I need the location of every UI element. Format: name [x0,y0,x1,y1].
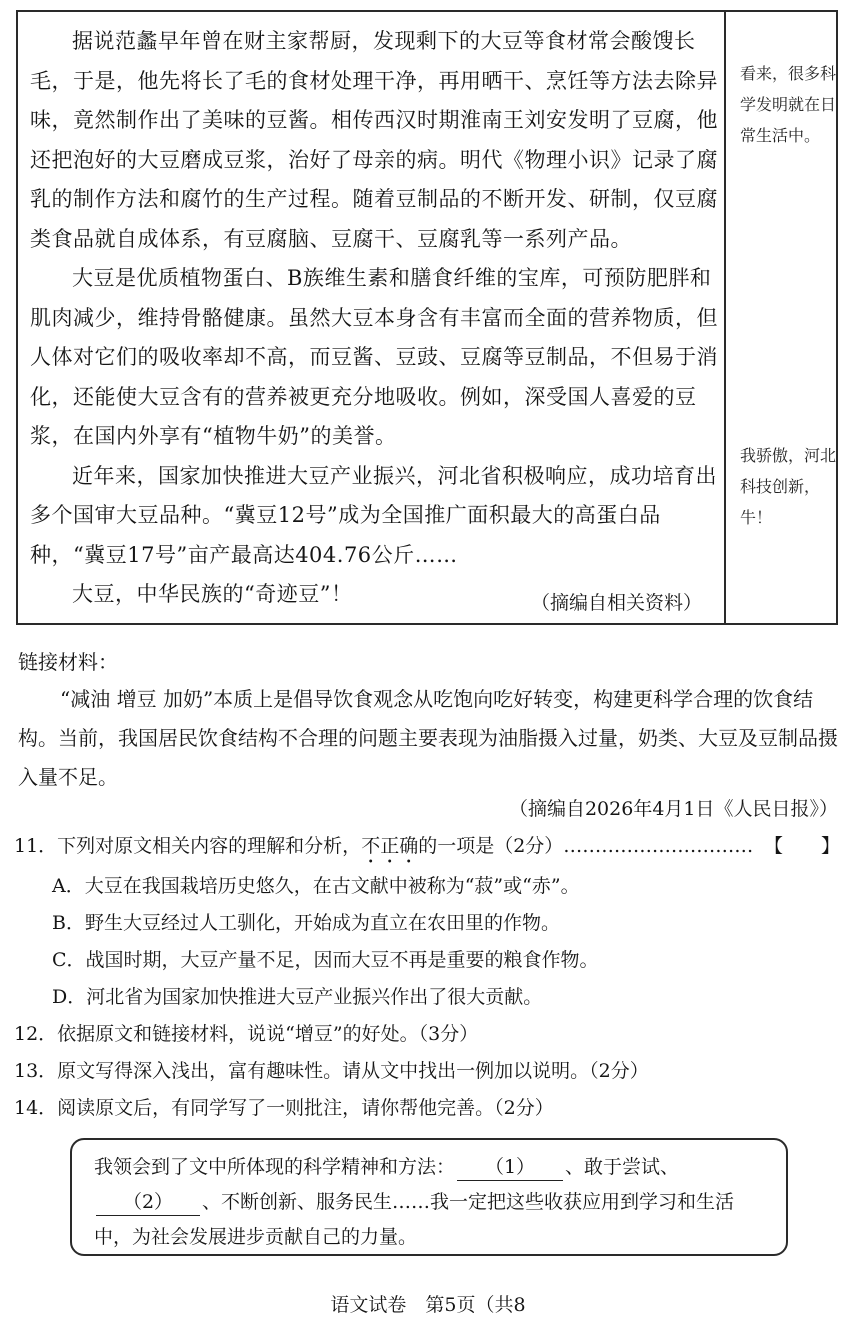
page-footer: 语文试卷 第5页（共8 [330,1294,526,1316]
question-list [14,828,840,1127]
option-b: B．野生大豆经过人工驯化，开始成为直立在农田里的作物。 [52,912,560,934]
answer-bracket[interactable]: 【 】 [763,835,840,857]
option-d: D．河北省为国家加快推进大豆产业振兴作出了很大贡献。 [52,986,543,1008]
question-11-prefix: 11．下列对原文相关内容的理解和分析， [14,835,362,857]
link-material-text: “减油 增豆 加奶”本质上是倡导饮食观念从吃饱向吃好转变，构建更科学合理的饮食结构。当前，我国居民饮食结构不合理的问题主要表现为油脂摄入过量，奶类、大豆及豆制品摄入量不足。 [18,687,838,789]
passage-paragraph-1: 据说范蠡早年曾在财主家帮厨，发现剩下的大豆等食材常会酸馊长毛，于是，他先将长了毛的食材处理干净，再用晒干、烹饪等方法去除异味，竟然制作出了美味的豆酱。相传西汉时期淮南王刘安发明了豆腐，他还把泡好的大豆磨成豆浆，治好了母亲的病。明代《物理小识》记录了腐乳的制作方法和腐竹的生产过程。随着豆制品的不断开发、研制，仅豆腐类食品就自成体系，有豆腐脑、豆腐干、豆腐乳等一系列产品。 [30,29,718,251]
margin-note-1: 看来，很多科学发明就在日常生活中。 [740,64,837,145]
annotation-blank-1[interactable]: （1） [457,1154,563,1181]
annotation-part-2: 、敢于尝试、 [565,1156,680,1178]
question-13: 13．原文写得深入浅出，富有趣味性。请从文中找出一例加以说明。（2分） [14,1060,649,1082]
annotation-part-3: 、不断创新、服务民生……我一定把这些收获应用到学习和生活中，为社会发展进步贡献自己的力量。 [94,1191,735,1248]
link-material-source: （摘编自2026年4月1日《人民日报》） [508,798,838,820]
margin-divider [724,12,726,623]
annotation-box [70,1138,788,1256]
question-14: 14．阅读原文后，有同学写了一则批注，请你帮他完善。（2分） [14,1097,554,1119]
link-material-body [18,680,840,797]
reading-passage-frame [16,10,838,625]
link-material-label: 链接材料： [18,650,118,674]
margin-note-2: 我骄傲，河北科技创新，牛！ [740,446,837,527]
passage-source: （摘编自相关资料） [530,592,702,614]
question-11-emphasis: 不正确 [361,835,419,857]
passage-text [30,22,720,615]
question-11-suffix: 的一项是（2分）………………………… [418,835,754,857]
annotation-blank-2[interactable]: （2） [96,1189,200,1216]
option-c: C．战国时期，大豆产量不足，因而大豆不再是重要的粮食作物。 [52,949,599,971]
annotation-text [94,1150,770,1255]
passage-paragraph-3: 近年来，国家加快推进大豆产业振兴，河北省积极响应，成功培育出多个国审大豆品种。“冀豆12号”成为全国推广面积最大的高蛋白品种，“冀豆17号”亩产最高达404.76公斤…… [30,463,717,567]
option-a: A．大豆在我国栽培历史悠久，在古文献中被称为“菽”或“赤”。 [52,875,580,897]
passage-paragraph-4: 大豆，中华民族的“奇迹豆”！ [72,582,353,606]
passage-paragraph-2: 大豆是优质植物蛋白、B族维生素和膳食纤维的宝库，可预防肥胖和肌肉减少，维持骨骼健康。虽然大豆本身含有丰富而全面的营养物质，但人体对它们的吸收率却不高，而豆酱、豆豉、豆腐等豆制品，不但易于消化，还能使大豆含有的营养被更充分地吸收。例如，深受国人喜爱的豆浆，在国内外享有“植物牛奶”的美誉。 [30,266,718,448]
question-12: 12．依据原文和链接材料，说说“增豆”的好处。（3分） [14,1023,479,1045]
question-11 [14,828,840,868]
annotation-part-1: 我领会到了文中所体现的科学精神和方法： [94,1156,456,1178]
